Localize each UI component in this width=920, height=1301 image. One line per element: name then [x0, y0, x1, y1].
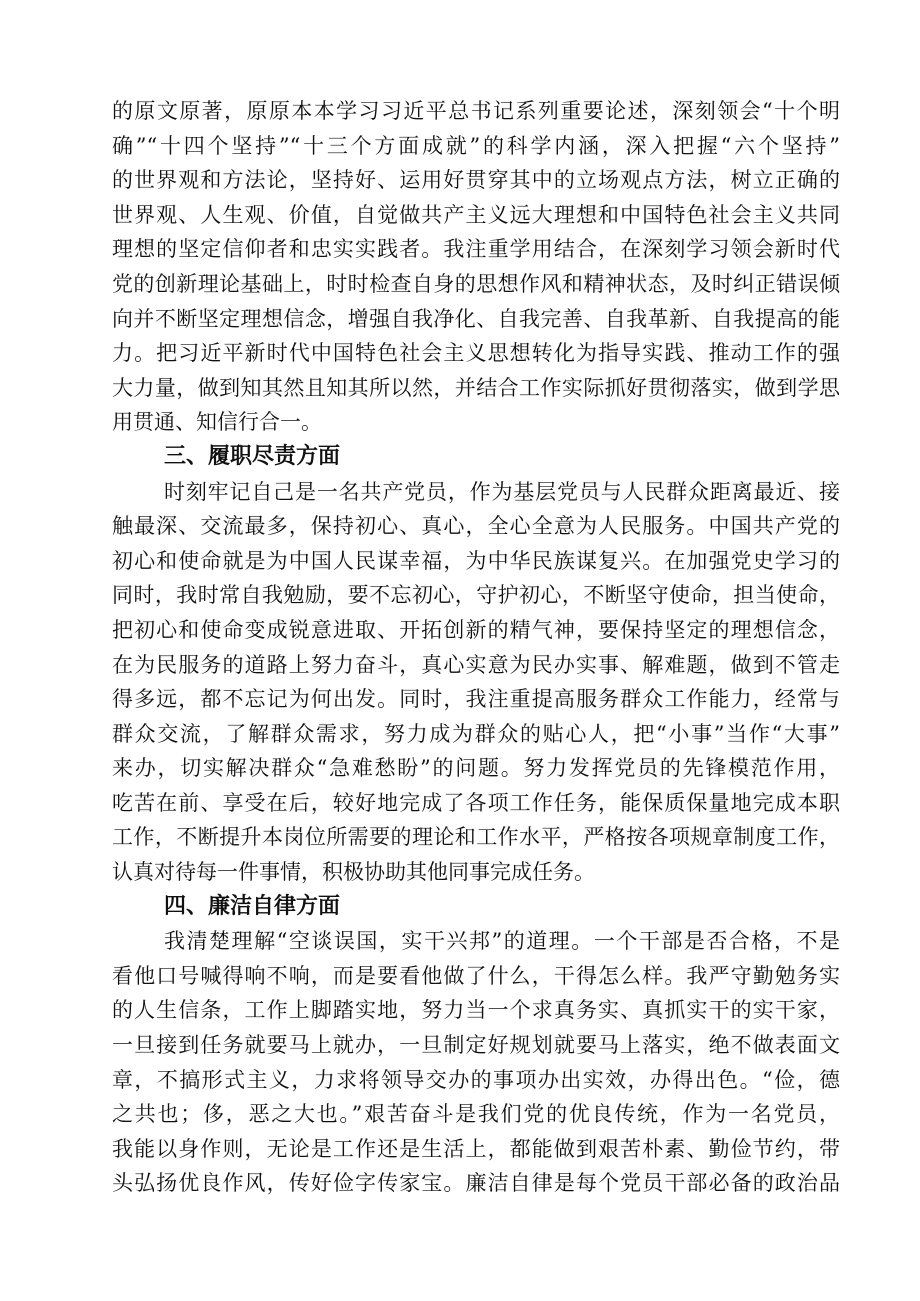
text-line: 党的创新理论基础上，时时检查自身的思想作风和精神状态，及时纠正错误倾	[112, 271, 840, 296]
section-integrity-self-discipline	[112, 890, 840, 1201]
text-line: 在为民服务的道路上努力奋斗，真心实意为民办实事、解难题，做到不管走	[112, 652, 840, 677]
text-line: 的原文原著，原原本本学习习近平总书记系列重要论述，深刻领会“十个明	[112, 99, 840, 123]
text-line: 章，不搞形式主义，力求将领导交办的事项办出实效，办得出色。“俭，德	[112, 1067, 840, 1092]
text-line: 大力量，做到知其然且知其所以然，并结合工作实际抓好贯彻落实，做到学思	[112, 375, 840, 400]
text-line: 认真对待每一件事情，积极协助其他同事完成任务。	[112, 860, 595, 885]
text-line: 力。把习近平新时代中国特色社会主义思想转化为指导实践、推动工作的强	[112, 341, 840, 366]
text-line: 向并不断坚定理想信念，增强自我净化、自我完善、自我革新、自我提高的能	[112, 306, 840, 331]
text-line: 看他口号喊得响不响，而是要看他做了什么，干得怎么样。我严守勤勉务实	[112, 963, 840, 988]
document-body	[112, 94, 840, 1201]
text-line: 时刻牢记自己是一名共产党员，作为基层党员与人民群众距离最近、接	[164, 479, 840, 504]
section-performance-of-duties	[112, 440, 840, 890]
text-line: 把初心和使命变成锐意进取、开拓创新的精气神，要保持坚定的理想信念，	[112, 617, 840, 642]
text-line: 吃苦在前、享受在后，较好地完成了各项工作任务，能保质保量地完成本职	[112, 790, 840, 815]
text-line: 触最深、交流最多，保持初心、真心，全心全意为人民服务。中国共产党的	[112, 514, 840, 539]
text-line: 群众交流，了解群众需求，努力成为群众的贴心人，把“小事”当作“大事”	[112, 721, 840, 746]
text-line: 初心和使命就是为中国人民谋幸福，为中华民族谋复兴。在加强党史学习的	[112, 548, 840, 573]
text-line: 得多远，都不忘记为何出发。同时，我注重提高服务群众工作能力，经常与	[112, 687, 840, 712]
text-line: 来办，切实解决群众“急难愁盼”的问题。努力发挥党员的先锋模范作用，	[112, 756, 840, 781]
text-line: 世界观、人生观、价值，自觉做共产主义远大理想和中国特色社会主义共同	[112, 202, 840, 227]
section-heading: 四、廉洁自律方面	[164, 893, 341, 919]
text-line: 我能以身作则，无论是工作还是生活上，都能做到艰苦朴素、勤俭节约，带	[112, 1136, 840, 1161]
text-line: 同时，我时常自我勉励，要不忘初心，守护初心，不断坚守使命，担当使命，	[112, 583, 840, 608]
text-line: 的人生信条，工作上脚踏实地，努力当一个求真务实、真抓实干的实干家，	[112, 998, 840, 1023]
text-line: 的世界观和方法论，坚持好、运用好贯穿其中的立场观点方法，树立正确的	[112, 168, 840, 193]
text-line: 工作，不断提升本岗位所需要的理论和工作水平，严格按各项规章制度工作，	[112, 825, 840, 850]
text-line: 理想的坚定信仰者和忠实实践者。我注重学用结合，在深刻学习领会新时代	[112, 237, 840, 262]
text-line: 确”“十四个坚持”“十三个方面成就”的科学内涵，深入把握“六个坚持”	[112, 133, 840, 158]
paragraph-continued	[112, 94, 840, 440]
section-heading: 三、履职尽责方面	[164, 443, 341, 469]
text-line: 之共也；侈，恶之大也。”艰苦奋斗是我们党的优良传统，作为一名党员，	[112, 1102, 840, 1127]
text-line: 我清楚理解“空谈误国，实干兴邦”的道理。一个干部是否合格，不是	[164, 929, 840, 954]
text-line: 用贯通、知信行合一。	[112, 410, 322, 435]
text-line: 一旦接到任务就要马上就办，一旦制定好规划就要马上落实，绝不做表面文	[112, 1033, 840, 1058]
text-line: 头弘扬优良作风，传好俭字传家宝。廉洁自律是每个党员干部必备的政治品	[112, 1171, 840, 1196]
